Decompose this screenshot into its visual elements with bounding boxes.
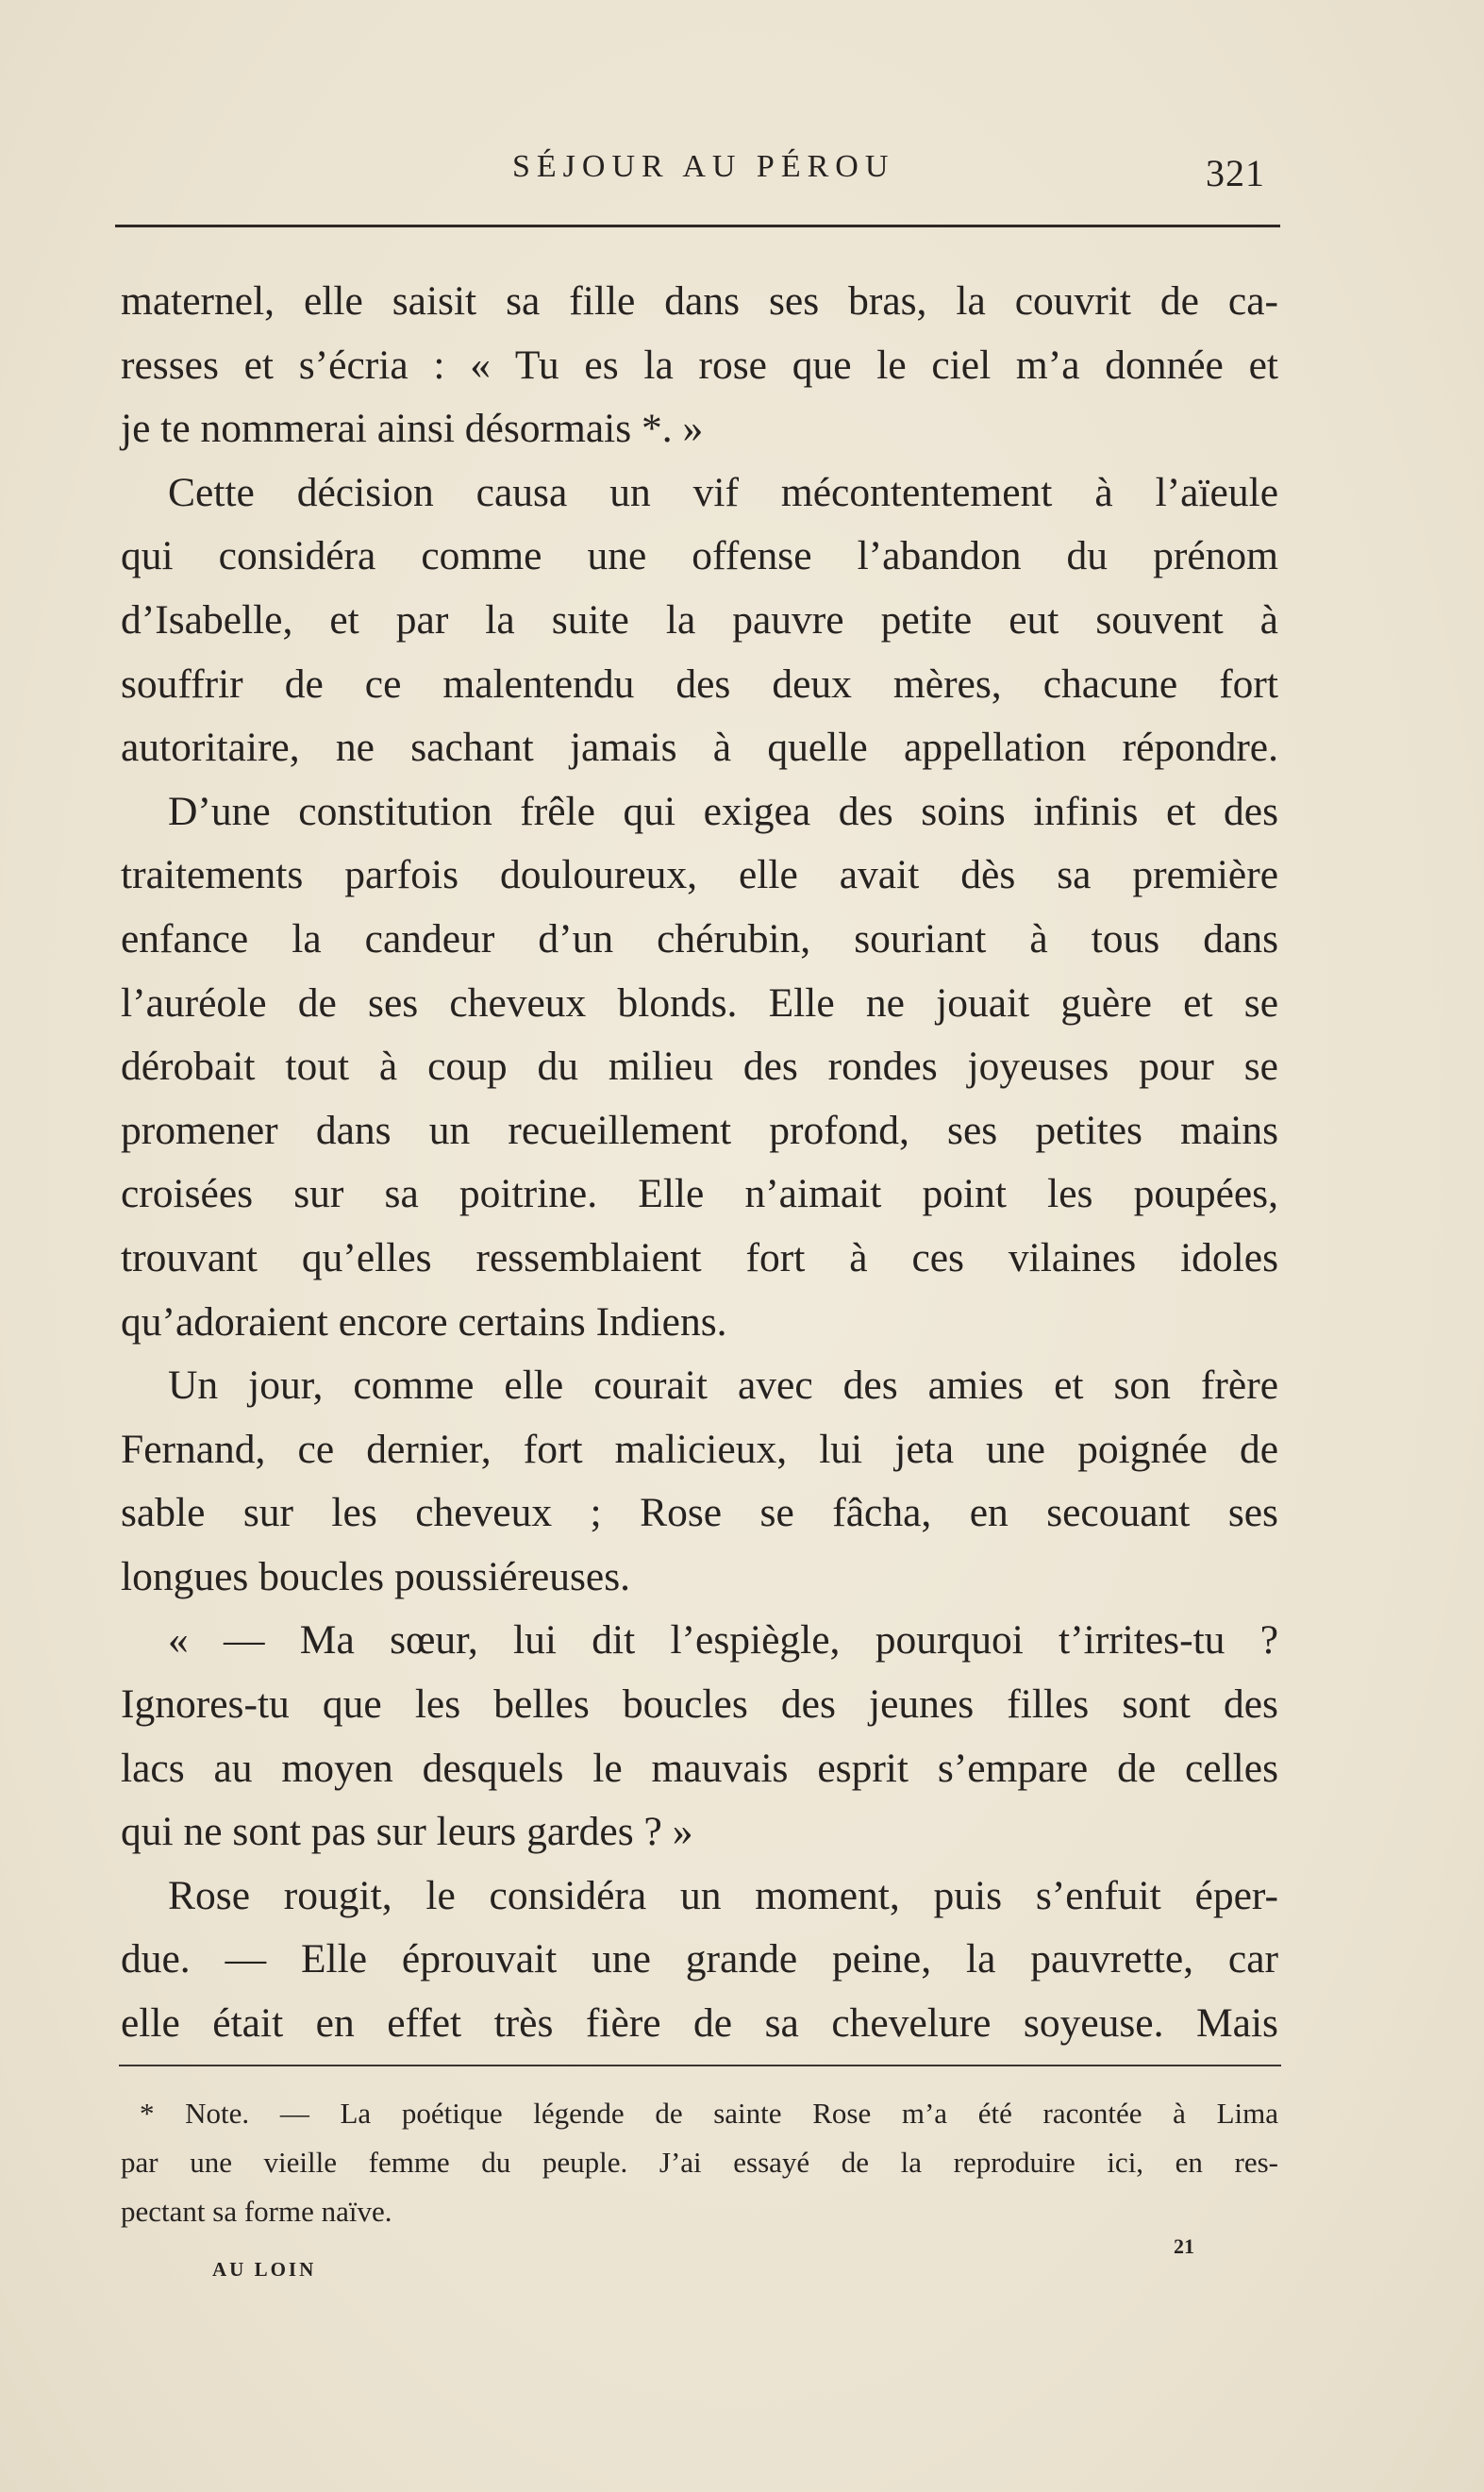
text-line: souffrir de ce malentendu des deux mères, chacune fort [121, 661, 1278, 707]
text-line: « — Ma sœur, lui dit l’espiègle, pourquoi t’irrites-tu ? [168, 1617, 1278, 1664]
text-line: longues boucles poussiéreuses. [121, 1553, 631, 1599]
text-line: l’auréole de ses cheveux blonds. Elle ne jouait guère et se [121, 979, 1278, 1026]
sheet-number: 21 [1174, 2234, 1194, 2258]
text-line: Fernand, ce dernier, fort malicieux, lui jeta une poignée de [121, 1426, 1278, 1472]
text-line: promener dans un recueillement profond, ses petites mains [121, 1107, 1278, 1153]
page-number: 321 [1206, 152, 1265, 194]
text-line: Rose rougit, le considéra un moment, puis s’enfuit éper- [168, 1872, 1278, 1918]
text-line: Cette décision causa un vif mécontentement à l’aïeule [168, 469, 1278, 515]
text-line: elle était en effet très fière de sa chevelure soyeuse. Mais [121, 2000, 1278, 2047]
text-line: d’Isabelle, et par la suite la pauvre petite eut souvent à [121, 596, 1278, 643]
text-line: lacs au moyen desquels le mauvais esprit s’empare de celles [121, 1745, 1278, 1791]
text-line: trouvant qu’elles ressemblaient fort à ces vilaines idoles [121, 1234, 1278, 1280]
footnote-rule [119, 2065, 1281, 2066]
text-line: qui considéra comme une offense l’abandon du prénom [121, 533, 1278, 579]
text-line: croisées sur sa poitrine. Elle n’aimait point les poupées, [121, 1171, 1278, 1217]
text-line: je te nommerai ainsi désormais *. » [121, 406, 704, 452]
footnote-line: pectant sa forme naïve. [121, 2195, 392, 2228]
footnote [121, 2089, 1278, 2236]
text-line: due. — Elle éprouvait une grande peine, la pauvrette, car [121, 1936, 1278, 1982]
text-line: Un jour, comme elle courait avec des amies et son frère [168, 1363, 1278, 1409]
text-line: qui ne sont pas sur leurs gardes ? » [121, 1809, 693, 1855]
text-line: sable sur les cheveux ; Rose se fâcha, en secouant ses [121, 1490, 1278, 1536]
text-line: qu’adoraient encore certains Indiens. [121, 1298, 727, 1345]
signature-mark: AU LOIN [212, 2258, 317, 2281]
text-line: traitements parfois douloureux, elle avait dès sa première [121, 852, 1278, 898]
text-line: enfance la candeur d’un chérubin, souriant à tous dans [121, 915, 1278, 962]
text-line: resses et s’écria : « Tu es la rose que le ciel m’a donnée et [121, 342, 1278, 388]
text-line: dérobait tout à coup du milieu des rondes joyeuses pour se [121, 1044, 1278, 1090]
running-title: SÉJOUR AU PÉROU [512, 149, 895, 184]
text-line: maternel, elle saisit sa fille dans ses bras, la couvrit de ca- [121, 278, 1278, 324]
header-rule [115, 225, 1280, 227]
body-text [121, 270, 1278, 2056]
text-line: D’une constitution frêle qui exigea des soins infinis et des [168, 788, 1278, 834]
footnote-line: * Note. — La poétique légende de sainte Rose m’a été racontée à Lima [140, 2097, 1278, 2130]
text-line: autoritaire, ne sachant jamais à quelle appellation répondre. [121, 725, 1278, 771]
footnote-line: par une vieille femme du peuple. J’ai essayé de la reproduire ici, en res- [121, 2146, 1278, 2179]
text-line: Ignores-tu que les belles boucles des jeunes filles sont des [121, 1681, 1278, 1728]
